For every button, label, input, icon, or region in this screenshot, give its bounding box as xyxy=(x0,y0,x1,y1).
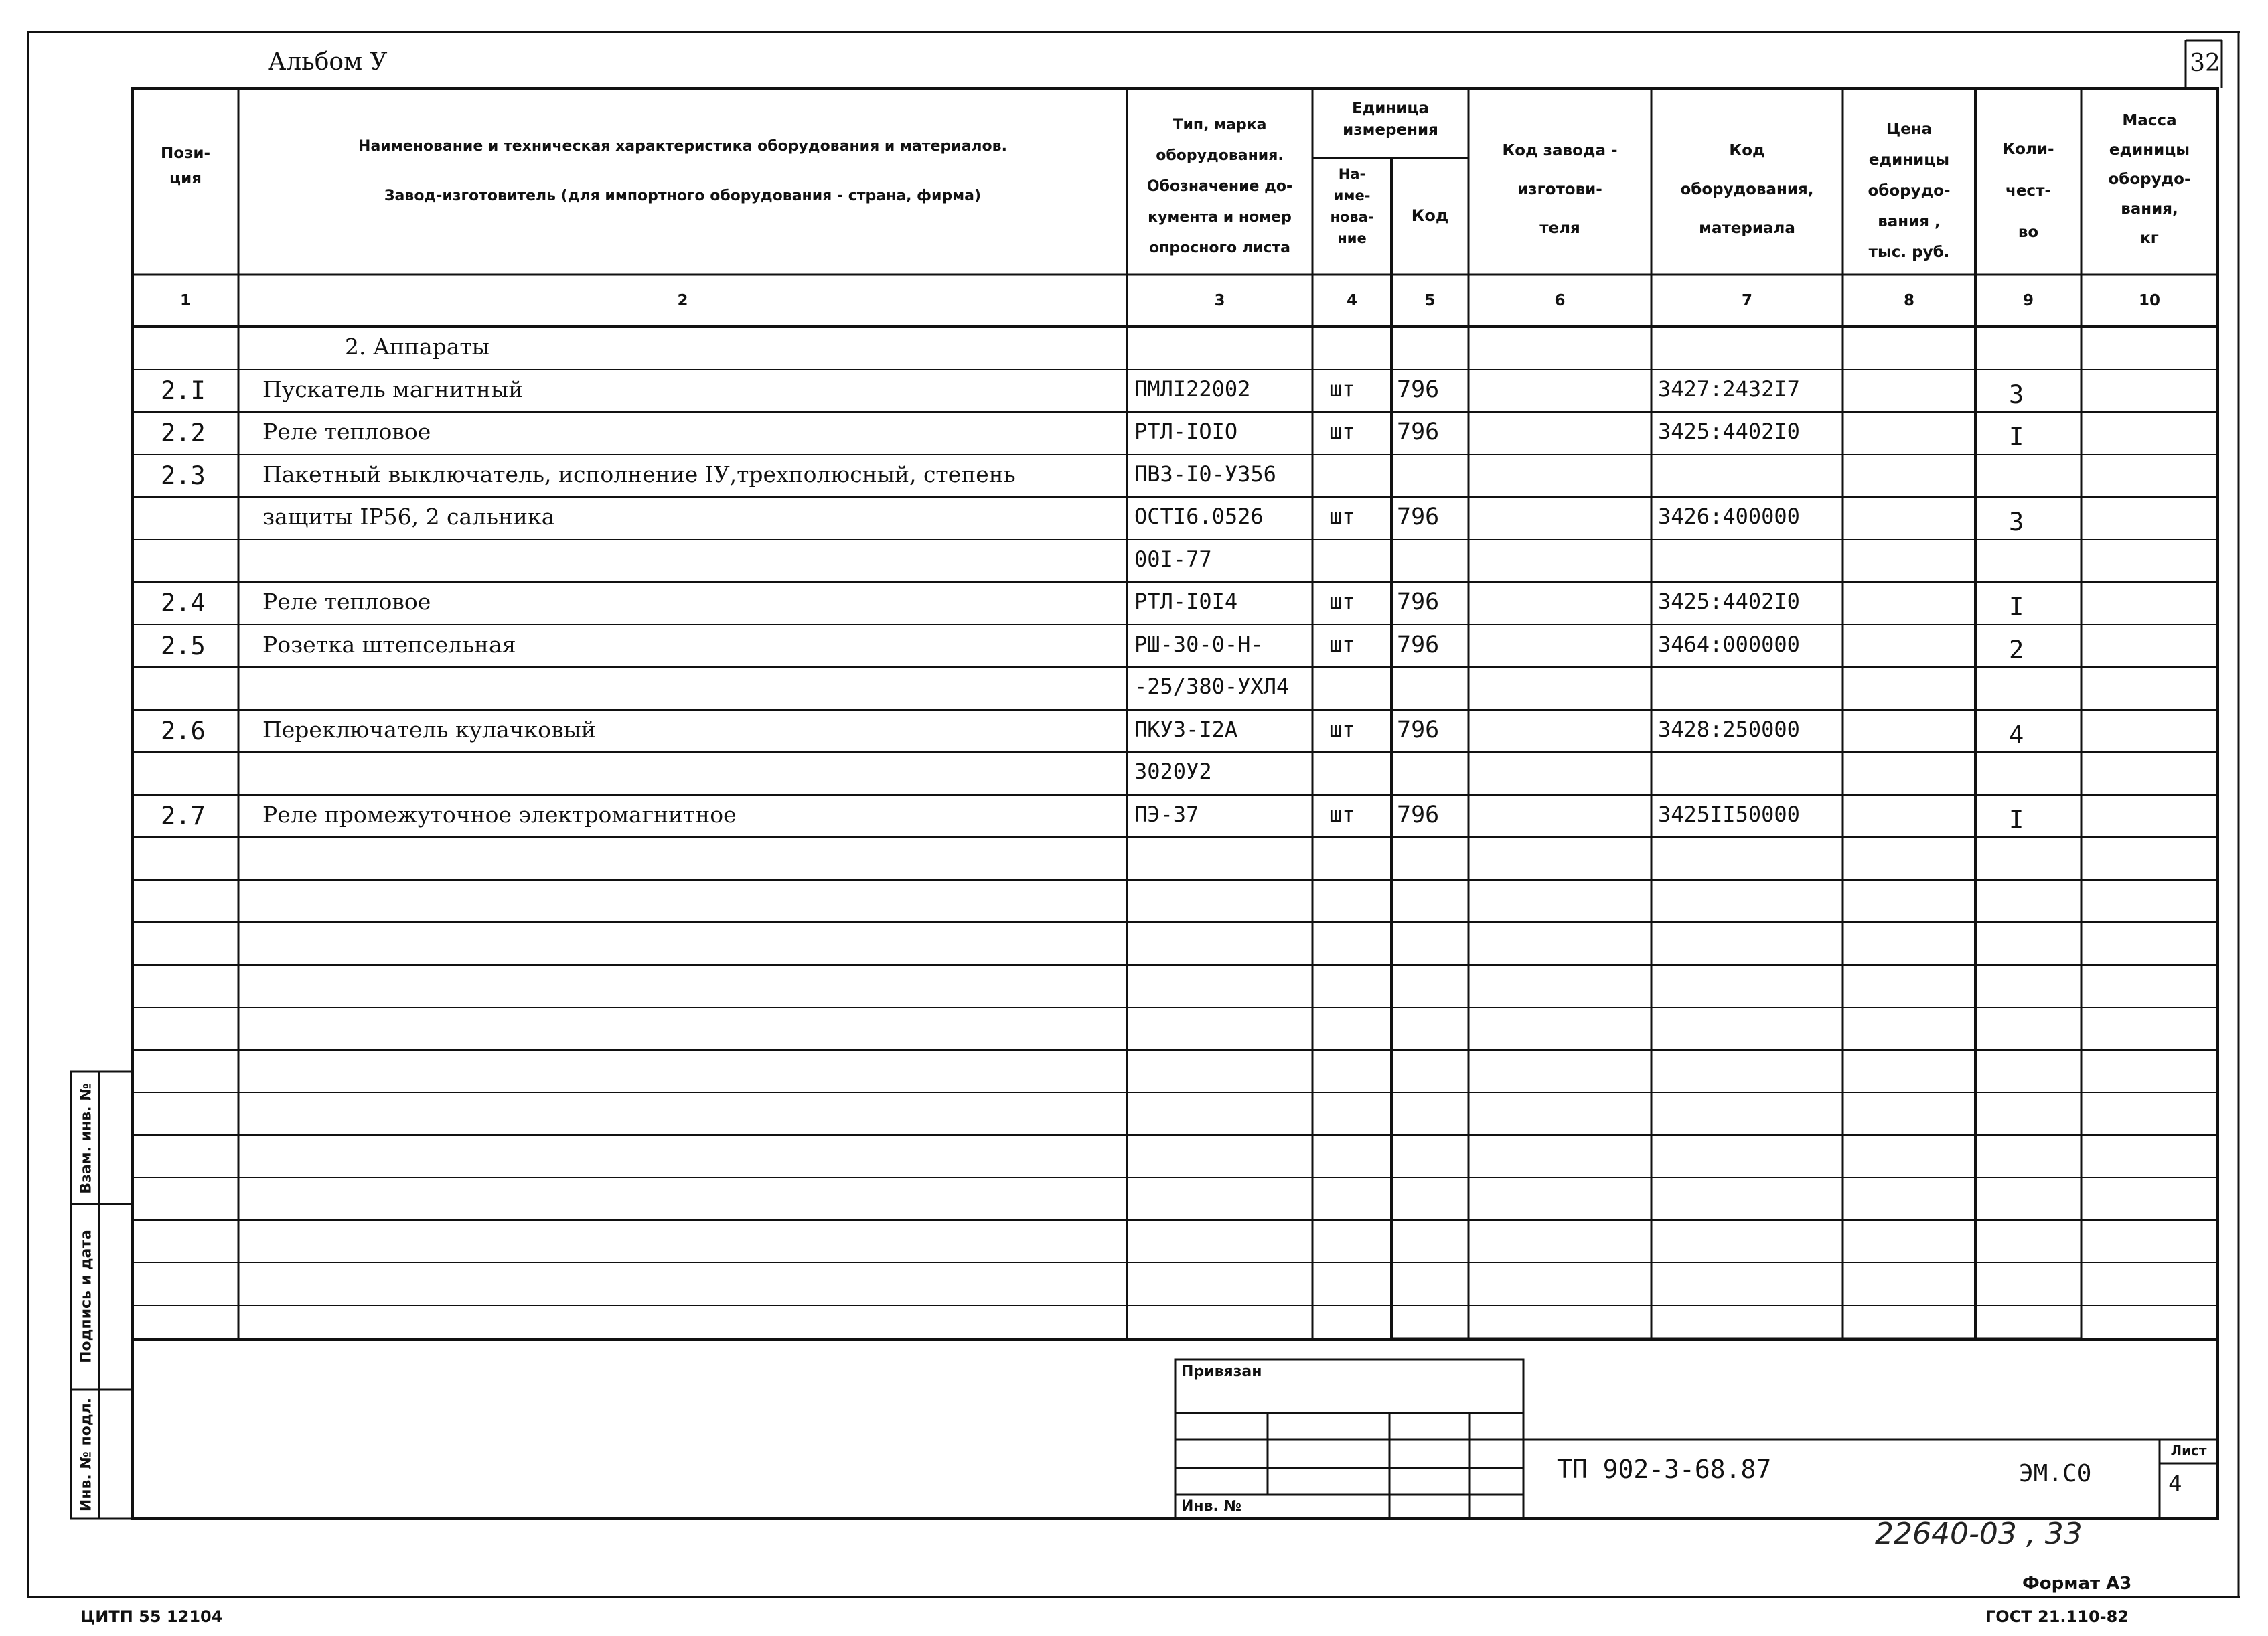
cell-qty: I xyxy=(2009,593,2024,621)
inv-no-label: Инв. № xyxy=(1181,1498,1242,1515)
privyazan-label: Привязан xyxy=(1181,1363,1262,1380)
col-header-type: Тип, марка оборудования. Обозначение до- кумента и номер опросного листа xyxy=(1146,117,1293,256)
col-header-name-2: Завод-изготовитель (для импортного оборудования - страна, фирма) xyxy=(384,188,982,204)
cell-type: 3020У2 xyxy=(1134,759,1212,784)
col-header-unit-code: Код xyxy=(1411,206,1449,225)
cell-unit: шт xyxy=(1329,631,1355,657)
cell-equip: 3426:400000 xyxy=(1658,504,1800,529)
cell-qty: I xyxy=(2009,423,2024,451)
handwritten-number: 22640-03 , 33 xyxy=(1875,1517,2083,1551)
cell-pos: 2.5 xyxy=(161,631,206,660)
col-number: 8 xyxy=(1903,292,1914,309)
cell-code: 796 xyxy=(1397,504,1440,530)
cell-name: Реле промежуточное электромагнитное xyxy=(262,801,737,828)
cell-qty: 3 xyxy=(2009,380,2024,409)
cell-equip: 3425:4402I0 xyxy=(1658,589,1800,614)
document-code: ТП 902-3-68.87 xyxy=(1557,1455,1772,1484)
stamp-vzam-label: Взам. инв. № xyxy=(78,1083,95,1194)
col-header-equipment-code: Код оборудования, материала xyxy=(1680,142,1814,237)
cell-qty: 4 xyxy=(2009,720,2024,749)
col-number: 5 xyxy=(1424,292,1436,309)
col-header-price: Цена единицы оборудо- вания , тыс. руб. xyxy=(1868,121,1951,261)
col-number: 3 xyxy=(1214,292,1225,309)
cell-qty: I xyxy=(2009,805,2024,834)
cell-code: 796 xyxy=(1397,631,1440,658)
cell-name: Пакетный выключатель, исполнение IУ,трехполюсный, степень xyxy=(262,461,1016,488)
format-label: Формат А3 xyxy=(2022,1574,2132,1594)
cell-type: РШ-30-0-Н- xyxy=(1134,631,1264,657)
cell-code: 796 xyxy=(1397,419,1440,445)
cell-name: Реле тепловое xyxy=(262,589,431,615)
footer-left-code: ЦИТП 55 12104 xyxy=(80,1607,223,1626)
cell-equip: 3427:24З2I7 xyxy=(1658,376,1800,402)
album-title: Альбом У xyxy=(268,48,388,76)
col-header-mass: Масса единицы оборудо- вания, кг xyxy=(2108,112,2191,247)
footer-right-standard: ГОСТ 21.110-82 xyxy=(1985,1607,2129,1626)
stamp-podpis-label: Подпись и дата xyxy=(78,1230,95,1363)
col-number: 9 xyxy=(2022,292,2034,309)
cell-type: 00I-77 xyxy=(1134,546,1212,572)
cell-code: 796 xyxy=(1397,801,1440,828)
col-header-position: Пози- ция xyxy=(160,145,211,188)
cell-unit: шт xyxy=(1329,419,1355,444)
cell-qty: 2 xyxy=(2009,635,2024,664)
cell-qty: 3 xyxy=(2009,508,2024,536)
cell-pos: 2.7 xyxy=(161,801,206,830)
cell-name: Розетка штепсельная xyxy=(262,631,516,658)
cell-pos: 2.3 xyxy=(161,461,206,490)
cell-name: 2. Аппараты xyxy=(345,333,489,360)
cell-type: РТЛ-I0I4 xyxy=(1134,589,1238,614)
col-header-quantity: Коли- чест- во xyxy=(2002,141,2054,241)
cell-equip: 3428:250000 xyxy=(1658,716,1800,742)
cell-code: 796 xyxy=(1397,716,1440,743)
cell-equip: 3464:000000 xyxy=(1658,631,1800,657)
cell-equip: 3425:4402I0 xyxy=(1658,419,1800,444)
cell-code: 796 xyxy=(1397,589,1440,615)
cell-name: Пускатель магнитный xyxy=(262,376,524,402)
cell-name: Реле тепловое xyxy=(262,419,431,445)
cell-type: -25/380-УХЛ4 xyxy=(1134,674,1290,699)
cell-code: 796 xyxy=(1397,376,1440,403)
col-header-plant-code: Код завода - изготови- теля xyxy=(1502,142,1618,237)
col-number: 7 xyxy=(1741,292,1752,309)
col-number: 6 xyxy=(1554,292,1566,309)
col-header-unit-name: На- име- нова- ние xyxy=(1330,166,1374,246)
col-number: 2 xyxy=(677,292,688,309)
cell-type: ПМЛI22002 xyxy=(1134,376,1251,402)
cell-type: РТЛ-IOIО xyxy=(1134,419,1238,444)
cell-name: Переключатель кулачковый xyxy=(262,716,596,743)
col-header-name-1: Наименование и техническая характеристика оборудования и материалов. xyxy=(358,138,1007,155)
cell-pos: 2.2 xyxy=(161,419,206,447)
cell-pos: 2.6 xyxy=(161,716,206,745)
cell-unit: шт xyxy=(1329,716,1355,742)
cell-type: ПЭ-37 xyxy=(1134,801,1199,827)
col-number: 4 xyxy=(1346,292,1357,309)
list-value: 4 xyxy=(2168,1471,2182,1497)
col-header-unit-group: Единица измерения xyxy=(1343,100,1438,139)
stamp-inv-label: Инв. № подл. xyxy=(78,1397,95,1512)
cell-name: защиты IP56, 2 сальника xyxy=(262,504,555,530)
cell-equip: 3425II50000 xyxy=(1658,801,1800,827)
cell-pos: 2.4 xyxy=(161,589,206,617)
cell-unit: шт xyxy=(1329,504,1355,529)
sheet-number: 32 xyxy=(2190,50,2220,77)
document-mark: ЭМ.С0 xyxy=(2019,1460,2092,1487)
col-number: 1 xyxy=(179,292,191,309)
cell-type: ПВЗ-I0-У356 xyxy=(1134,461,1276,487)
cell-type: ПКУЗ-I2А xyxy=(1134,716,1238,742)
cell-pos: 2.I xyxy=(161,376,206,405)
cell-type: ОСТI6.0526 xyxy=(1134,504,1264,529)
cell-unit: шт xyxy=(1329,376,1355,402)
cell-unit: шт xyxy=(1329,589,1355,614)
list-label: Лист xyxy=(2170,1442,2207,1459)
col-number: 10 xyxy=(2138,292,2160,309)
cell-unit: шт xyxy=(1329,801,1355,827)
